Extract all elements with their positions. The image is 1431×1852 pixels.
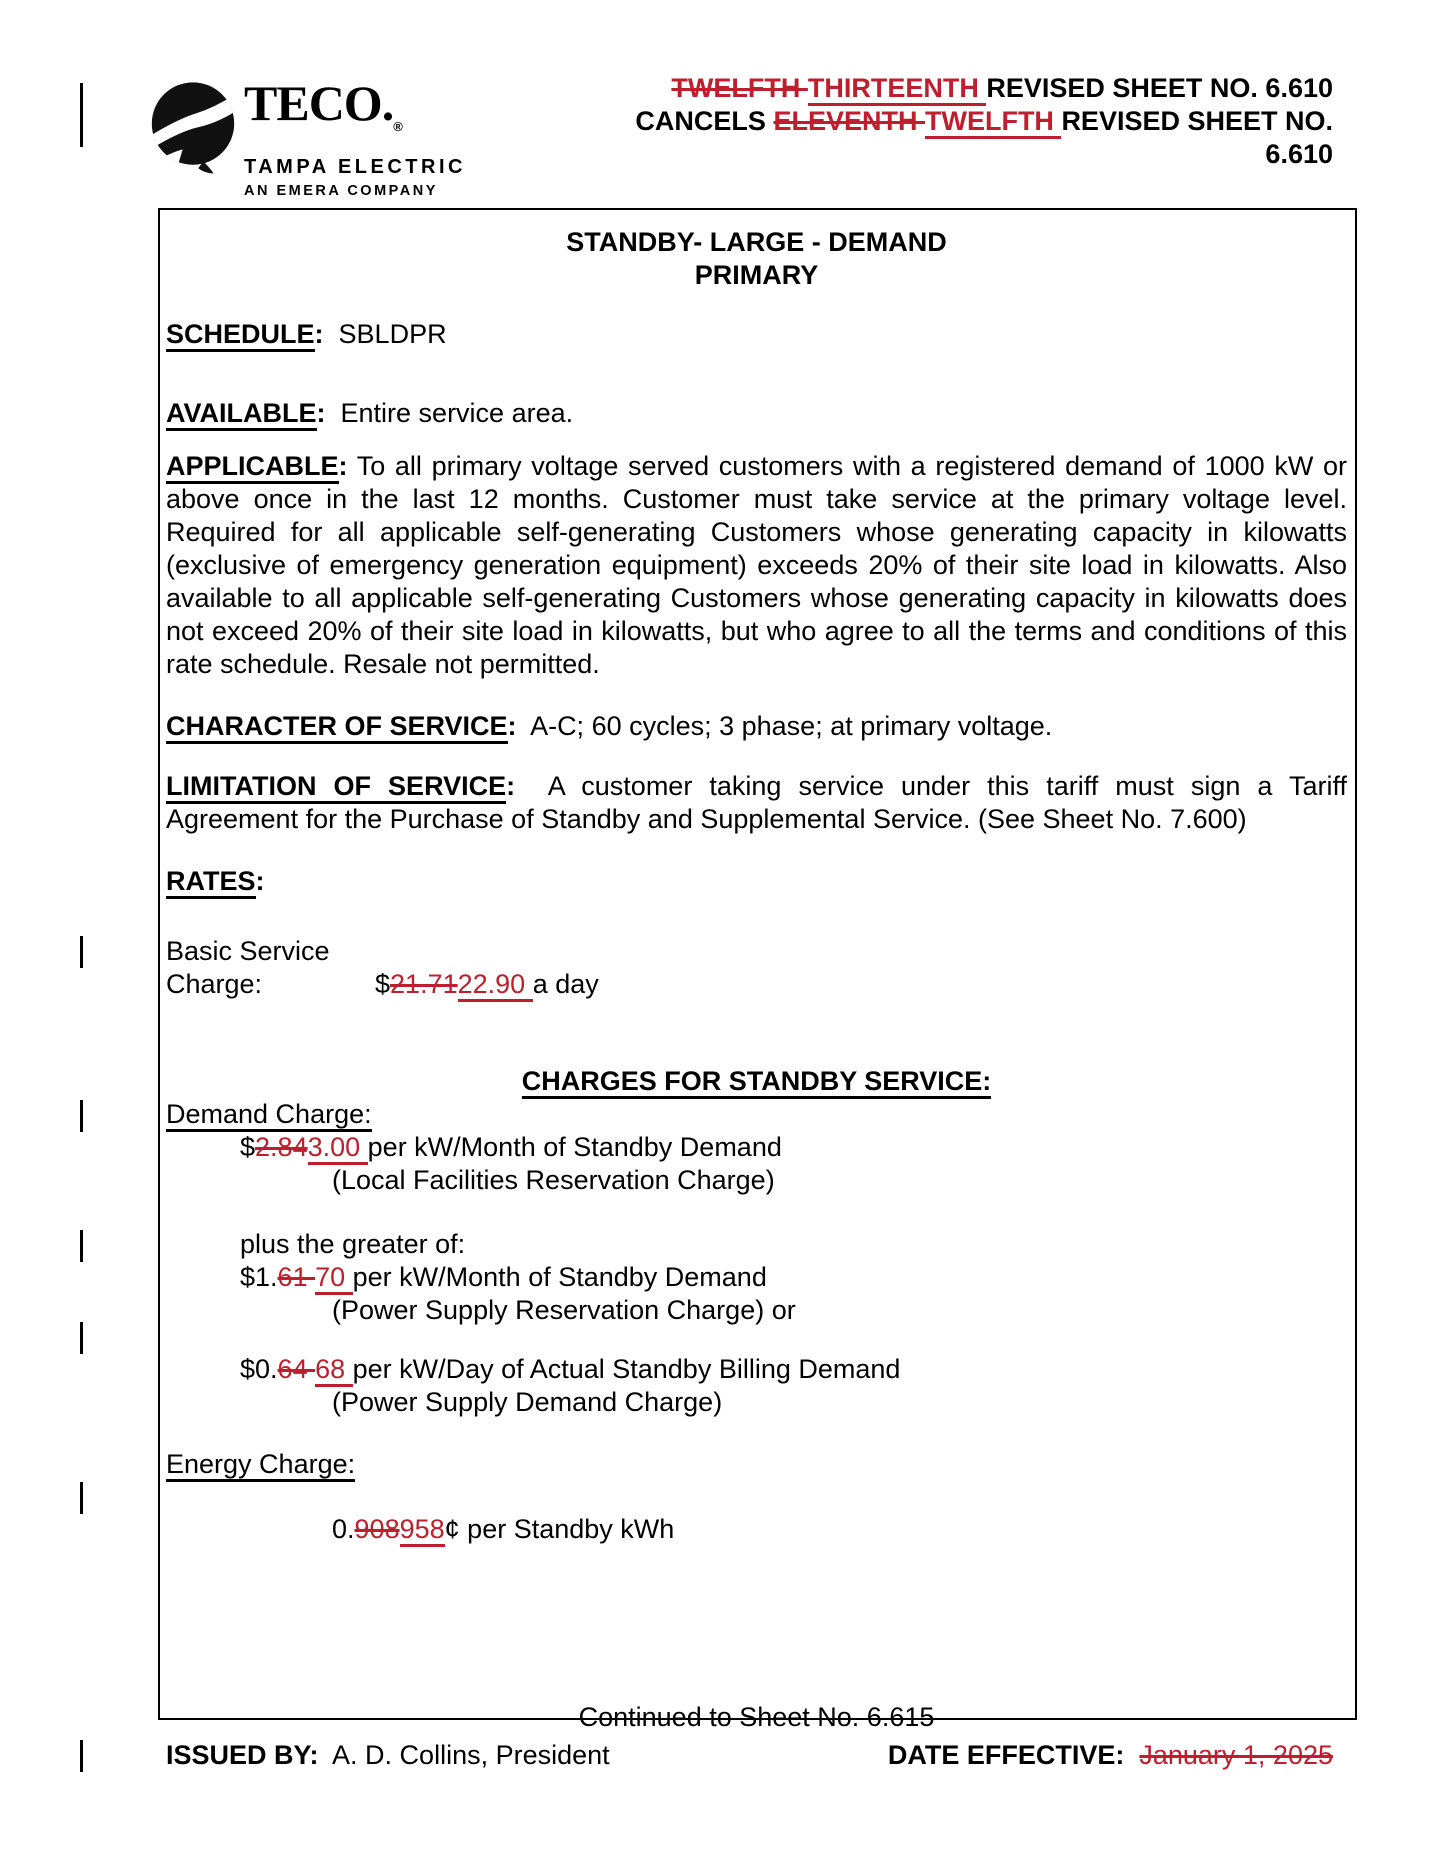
logo-text bbox=[244, 75, 466, 199]
removed-revision-text: ELEVENTH bbox=[773, 106, 925, 136]
tariff-title-line-2: PRIMARY bbox=[694, 260, 819, 290]
change-bar bbox=[80, 83, 83, 147]
logo-tagline: AN EMERA COMPANY bbox=[244, 183, 438, 199]
demand-charge-label: Demand Charge: bbox=[166, 1098, 1347, 1131]
teco-logo bbox=[150, 75, 466, 199]
basic-service-charge-row: Basic Service Charge: $21.7122.90 a day bbox=[166, 935, 1347, 1001]
sheet-footer bbox=[166, 1739, 1333, 1772]
character-of-service-text: A-C; 60 cycles; 3 phase; at primary voltage. bbox=[530, 711, 1053, 741]
date-effective bbox=[888, 1739, 1333, 1772]
registered-mark: ® bbox=[393, 119, 402, 134]
tariff-title-line-1: STANDBY- LARGE - DEMAND bbox=[566, 227, 947, 257]
revision-header bbox=[635, 72, 1333, 171]
revision-line-1: TWELFTH THIRTEENTH REVISED SHEET NO. 6.610 bbox=[635, 72, 1333, 105]
demand-charge-item-1-note: (Local Facilities Reservation Charge) bbox=[332, 1165, 775, 1195]
removed-rate-value: 64 bbox=[277, 1354, 316, 1384]
added-rate-value: 68 bbox=[315, 1354, 353, 1387]
date-effective-label: DATE EFFECTIVE: bbox=[887, 1740, 1125, 1770]
energy-charge-label: Energy Charge: bbox=[166, 1448, 1347, 1481]
change-bar bbox=[80, 1482, 83, 1514]
added-rate-value: 22.90 bbox=[458, 969, 533, 1002]
demand-charge-item-1: $2.843.00 per kW/Month of Standby Demand bbox=[240, 1131, 1347, 1164]
rates-label: RATES bbox=[166, 866, 256, 899]
teco-emblem-icon bbox=[150, 78, 236, 176]
demand-charge-item-2-note: (Power Supply Reservation Charge) or bbox=[332, 1295, 796, 1325]
revision-line-2: CANCELS ELEVENTH TWELFTH REVISED SHEET NO. bbox=[635, 105, 1333, 138]
removed-rate-value: 61 bbox=[277, 1262, 316, 1292]
issued-by-label: ISSUED BY: bbox=[166, 1740, 319, 1770]
continued-note: Continued to Sheet No. 6.615 bbox=[578, 1702, 935, 1732]
change-bar bbox=[80, 936, 83, 968]
tariff-title bbox=[166, 226, 1347, 292]
removed-revision-text: TWELFTH bbox=[671, 73, 808, 103]
plus-greater-of-text: plus the greater of: bbox=[240, 1229, 466, 1259]
change-bar bbox=[80, 1100, 83, 1132]
limitation-of-service-paragraph: LIMITATION OF SERVICE: A customer taking service under this tariff must sign a Tariff Agreement for the Purchase of Standby and Supplemental Service. (See Sheet No. 7.600) bbox=[166, 771, 1347, 834]
basic-service-charge-label: Basic Service Charge: bbox=[166, 936, 330, 999]
energy-charge-item: 0.908958¢ per Standby kWh bbox=[332, 1513, 1347, 1546]
change-bar bbox=[80, 1740, 83, 1772]
added-rate-value: 958 bbox=[400, 1514, 445, 1547]
logo-subtitle: TAMPA ELECTRIC bbox=[244, 156, 466, 178]
added-rate-value: 70 bbox=[315, 1262, 353, 1295]
removed-rate-value: 2.84 bbox=[255, 1132, 308, 1162]
available-label: AVAILABLE bbox=[166, 398, 317, 431]
demand-charge-item-3-note: (Power Supply Demand Charge) bbox=[332, 1387, 723, 1417]
schedule-row: SCHEDULE: SBLDPR bbox=[166, 318, 1347, 351]
added-revision-text: TWELFTH bbox=[925, 106, 1061, 139]
demand-charge-item-3: $0.64 68 per kW/Day of Actual Standby Billing Demand bbox=[240, 1353, 1347, 1386]
revision-line-3: 6.610 bbox=[1265, 139, 1333, 169]
added-rate-value: 3.00 bbox=[308, 1132, 368, 1165]
removed-rate-value: 908 bbox=[354, 1514, 400, 1544]
change-bar bbox=[80, 1322, 83, 1354]
change-bar bbox=[80, 1230, 83, 1262]
charges-for-standby-service-heading: CHARGES FOR STANDBY SERVICE: bbox=[166, 1065, 1347, 1098]
issued-by bbox=[166, 1739, 610, 1772]
removed-rate-value: 21.71 bbox=[390, 969, 458, 999]
available-text: Entire service area. bbox=[340, 398, 574, 428]
schedule-label: SCHEDULE bbox=[166, 319, 315, 352]
removed-date-effective-value: January 1, 2025 bbox=[1139, 1740, 1333, 1770]
applicable-label: APPLICABLE bbox=[166, 451, 339, 484]
character-of-service-row: CHARACTER OF SERVICE: A-C; 60 cycles; 3 phase; at primary voltage. bbox=[166, 710, 1347, 743]
demand-charge-item-2: $1.61 70 per kW/Month of Standby Demand bbox=[240, 1261, 1347, 1294]
limitation-of-service-label: LIMITATION OF SERVICE bbox=[166, 771, 506, 804]
character-of-service-label: CHARACTER OF SERVICE bbox=[166, 711, 508, 744]
applicable-paragraph: APPLICABLE: To all primary voltage served customers with a registered demand of 1000 kW or above once in the last 12 months. Customer must take service at the primary voltage level. Required for all applicable self-generating Customers whose generating capacity in kilowatts (exclusive of emergency generation equipment) exceeds 20% of their site load in kilowatts. Also available to all applicable self-generating Customers whose generating capacity in kilowatts does not exceed 20% of their site load in kilowatts, but who agree to all the terms and conditions of this rate schedule. Resale not permitted. bbox=[166, 451, 1347, 679]
schedule-value: SBLDPR bbox=[338, 319, 447, 349]
available-row: AVAILABLE: Entire service area. bbox=[166, 397, 1347, 430]
added-revision-text: THIRTEENTH bbox=[808, 73, 987, 106]
tariff-body-box bbox=[158, 208, 1357, 1732]
applicable-text: To all primary voltage served customers with a registered demand of 1000 kW or above once in the last 12 months. Customer must take service at the primary voltage level. Required for all applicable self-generating Customers whose generating capacity in kilowatts (exclusive of emergency generation equipment) exceeds 20% of their site load in kilowatts. Also available to all applicable self-generating Customers whose generating capacity in kilowatts does not exceed 20% of their site load in kilowatts, but who agree to all the terms and conditions of this rate schedule. Resale not permitted. bbox=[166, 451, 1347, 679]
rates-heading: RATES: bbox=[166, 865, 1347, 898]
logo-wordmark: $TECO._®$ bbox=[244, 75, 402, 134]
issued-by-value: A. D. Collins, President bbox=[332, 1740, 610, 1770]
limitation-of-service-text: A customer taking service under this tariff must sign a Tariff Agreement for the Purchase of Standby and Supplemental Service. (See Sheet No. 7.600) bbox=[166, 771, 1347, 834]
